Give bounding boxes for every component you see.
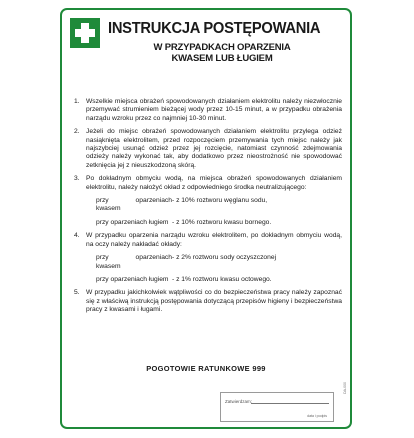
instruction-sign: [60, 8, 352, 429]
dose-row: [86, 197, 342, 214]
dose-value: - z 2% roztworu sody oczyszczonej: [172, 254, 277, 262]
dose-label: przy oparzeniach ługiem: [96, 218, 169, 226]
item-text: W przypadku jakichkolwiek wątpliwości co do bezpieczeństwa pracy należy zapoznać się z właściwą instrukcją postępowania dotyczącą przepisów higieny i bezpieczeństwa pracy z kwasami i ługami.: [86, 289, 342, 314]
first-aid-cross-icon: [70, 18, 100, 48]
signature-line: [251, 403, 329, 404]
dose-label: przy oparzeniach kwasem: [96, 197, 172, 213]
item-text: Po dokładnym obmyciu wodą, na miejsca obrażeń spowodowanych działaniem elektrolitu, należy nałożyć okład z odpowiedniego środka neutralizującego:: [86, 175, 342, 191]
item-number: 5.: [74, 289, 80, 297]
signature-caption: data i podpis: [307, 414, 327, 418]
instruction-item-5: [74, 289, 342, 314]
dose-label: przy oparzeniach ługiem: [96, 275, 169, 283]
item-text: Wszelkie miejsca obrażeń spowodowanych działaniem elektrolitu należy niezwłocznie przemywać strumieniem bieżącej wody przez 10-15 minut, a w przypadku obrażenia narządu wzroku przez co najmniej 10-30 minut.: [86, 98, 342, 122]
item-number: 1.: [74, 98, 80, 105]
instruction-item-1: [74, 98, 342, 123]
item-text: Jeżeli do miejsc obrażeń spowodowanych działaniem elektrolitu przylega odzież nasiąknięta elektrolitem, przed rozpoczęciem przemywania tych miejsc należy jak najszybciej usunąć odzież przez jej rozcięcie, natomiast czynność zdejmowania odzieży należy wykonać tak, aby dodatkowo przez nieostrożność nie spowodować zetknięcia jej z nieuszkodzoną skórą.: [86, 128, 342, 169]
instruction-item-4: [74, 232, 342, 284]
sign-title: INSTRUKCJA POSTĘPOWANIA: [108, 20, 321, 37]
dose-label: przy oparzeniach kwasem: [96, 254, 172, 270]
dose-value: - z 10% roztworu kwasu bornego.: [172, 218, 272, 226]
instruction-item-2: [74, 128, 342, 170]
sign-subtitle-line1: W PRZYPADKACH OPARZENIA: [153, 42, 291, 53]
item-text: W przypadku oparzenia narządu wzroku elektrolitem, po dokładnym obmyciu wodą, na oczy należy nakładać okłady:: [86, 232, 342, 248]
item-number: 2.: [74, 128, 80, 136]
item-number: 3.: [74, 175, 80, 183]
approval-box: [220, 392, 334, 422]
instruction-list: [74, 98, 342, 320]
dose-row: [86, 276, 342, 284]
approval-label: Zatwierdzam:: [225, 399, 253, 404]
dose-row: [86, 219, 342, 227]
emergency-number: POGOTOWIE RATUNKOWE 999: [146, 364, 266, 373]
item-number: 4.: [74, 232, 80, 240]
product-code: DA-000: [343, 382, 347, 394]
dose-row: [86, 254, 342, 271]
dose-value: - z 10% roztworu węglanu sodu,: [172, 197, 268, 205]
instruction-item-3: [74, 175, 342, 227]
dose-value: - z 1% roztworu kwasu octowego.: [172, 275, 272, 283]
sign-subtitle-line2: KWASEM LUB ŁUGIEM: [171, 53, 273, 64]
